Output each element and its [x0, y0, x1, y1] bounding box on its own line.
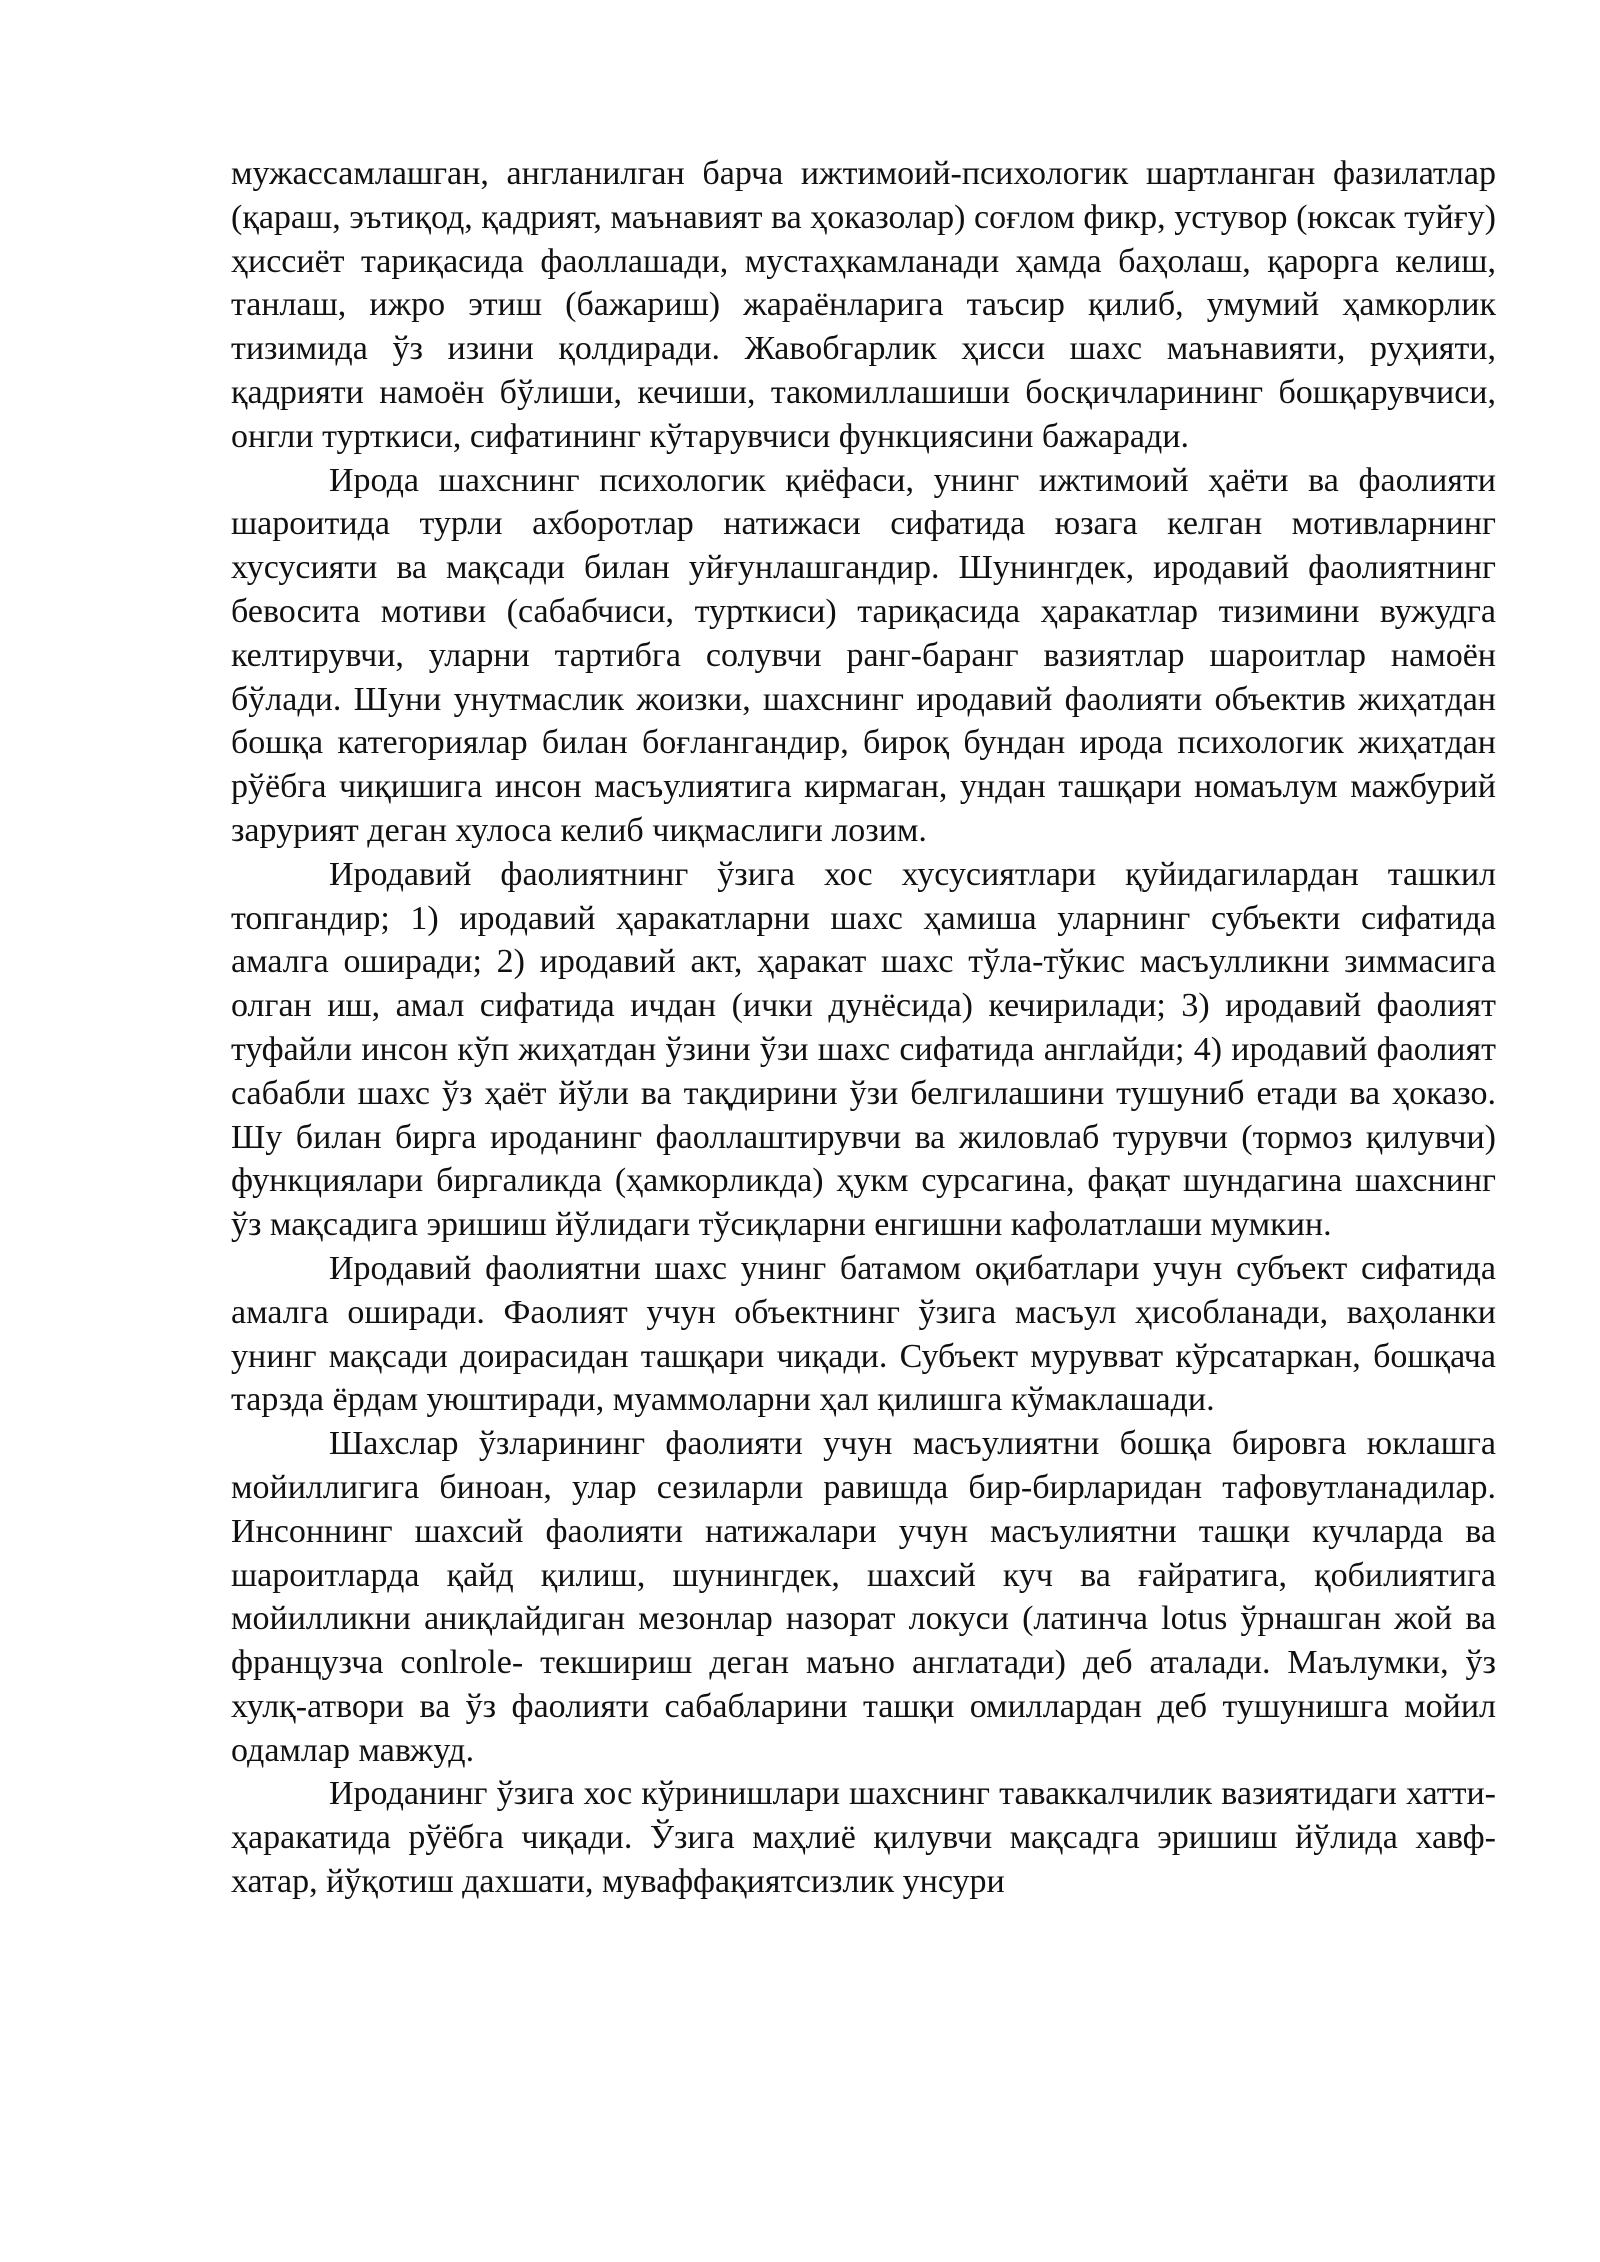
paragraph-4: Иродавий фаолиятни шахс унинг батамом оқибатлари учун субъект сифатида амалга оширади. Фаолият учун объектнинг ўзига масъул ҳисобланади, ваҳоланки унинг мақсади доирасидан ташқари чиқади. Субъект мурувват кўрсатаркан, бошқача тарзда ёрдам уюштиради, муаммоларни ҳал қилишга кўмаклашади. [231, 1249, 1496, 1419]
paragraph-2: Ирода шахснинг психологик қиёфаси, унинг ижтимоий ҳаёти ва фаолияти шароитида турли ахборотлар натижаси сифатида юзага келган мотивларнинг хусусияти ва мақсади билан уйғунлашгандир. Шунингдек, иродавий фаолиятнинг бевосита мотиви (сабабчиси, турткиси) тариқасида ҳаракатлар тизимини вужудга келтирувчи, уларни тартибга солувчи ранг-баранг вазиятлар шароитлар намоён бўлади. Шуни унутмаслик жоизки, шахснинг иродавий фаолияти объектив жиҳатдан бошқа категориялар билан боғлангандир, бироқ бундан ирода психологик жиҳатдан рўёбга чиқишига инсон масъулиятига кирмаган, ундан ташқари номаълум мажбурий зарурият деган хулоса келиб чиқмаслиги лозим. [231, 461, 1496, 849]
paragraph-6: Ироданинг ўзига хос кўринишлари шахснинг таваккалчилик вазиятидаги хатти-ҳаракатида рўёбга чиқади. Ўзига маҳлиё қилувчи мақсадга эришиш йўлида хавф-хатар, йўқотиш дахшати, муваффақиятсизлик унсури [231, 1775, 1496, 1901]
paragraph-3: Иродавий фаолиятнинг ўзига хос хусусиятлари қуйидагилардан ташкил топгандир; 1) иродавий ҳаракатларни шахс ҳамиша уларнинг субъекти сифатида амалга оширади; 2) иродавий акт, ҳаракат шахс тўла-тўкис масъулликни зиммасига олган иш, амал сифатида ичдан (ички дунёсида) кечирилади; 3) иродавий фаолият туфайли инсон кўп жиҳатдан ўзини ўзи шахс сифатида англайди; 4) иродавий фаолият сабабли шахс ўз ҳаёт йўли ва тақдирини ўзи белгилашини тушуниб етади ва ҳоказо. Шу билан бирга ироданинг фаоллаштирувчи ва жиловлаб турувчи (тормоз қилувчи) функциялари биргаликда (ҳамкорликда) ҳукм сурсагина, фақат шундагина шахснинг ўз мақсадига эришиш йўлидаги тўсиқларни енгишни кафолатлаши мумкин. [231, 855, 1496, 1244]
paragraph-5: Шахслар ўзларининг фаолияти учун масъулиятни бошқа бировга юклашга мойиллигига биноан, улар сезиларли равишда бир-бирларидан тафовутланадилар. Инсоннинг шахсий фаолияти натижалари учун масъулиятни ташқи кучларда ва шароитларда қайд қилиш, шунингдек, шахсий куч ва ғайратига, қобилиятига мойилликни аниқлайдиган мезонлар назорат локуси (латинча lotus ўрнашган жой ва французча conlrole- текшириш деган маъно англатади) деб аталади. Маълумки, ўз хулқ-атвори ва ўз фаолияти сабабларини ташқи омиллардан деб тушунишга мойил одамлар мавжуд. [231, 1425, 1496, 1769]
paragraph-1: мужассамлашган, англанилган барча ижтимоий-психологик шартланган фазилатлар (қараш, эътиқод, қадрият, маънавият ва ҳоказолар) соғлом фикр, устувор (юксак туйғу) ҳиссиёт тариқасида фаоллашади, мустаҳкамланади ҳамда баҳолаш, қарорга келиш, танлаш, ижро этиш (бажариш) жараёнларига таъсир қилиб, умумий ҳамкорлик тизимида ўз изини қолдиради. Жавобгарлик ҳисси шахс маънавияти, руҳияти, қадрияти намоён бўлиши, кечиши, такомиллашиши босқичларининг бошқарувчиси, онгли турткиси, сифатининг кўтарувчиси функциясини бажаради. [231, 155, 1496, 455]
body-text [231, 152, 1496, 1904]
